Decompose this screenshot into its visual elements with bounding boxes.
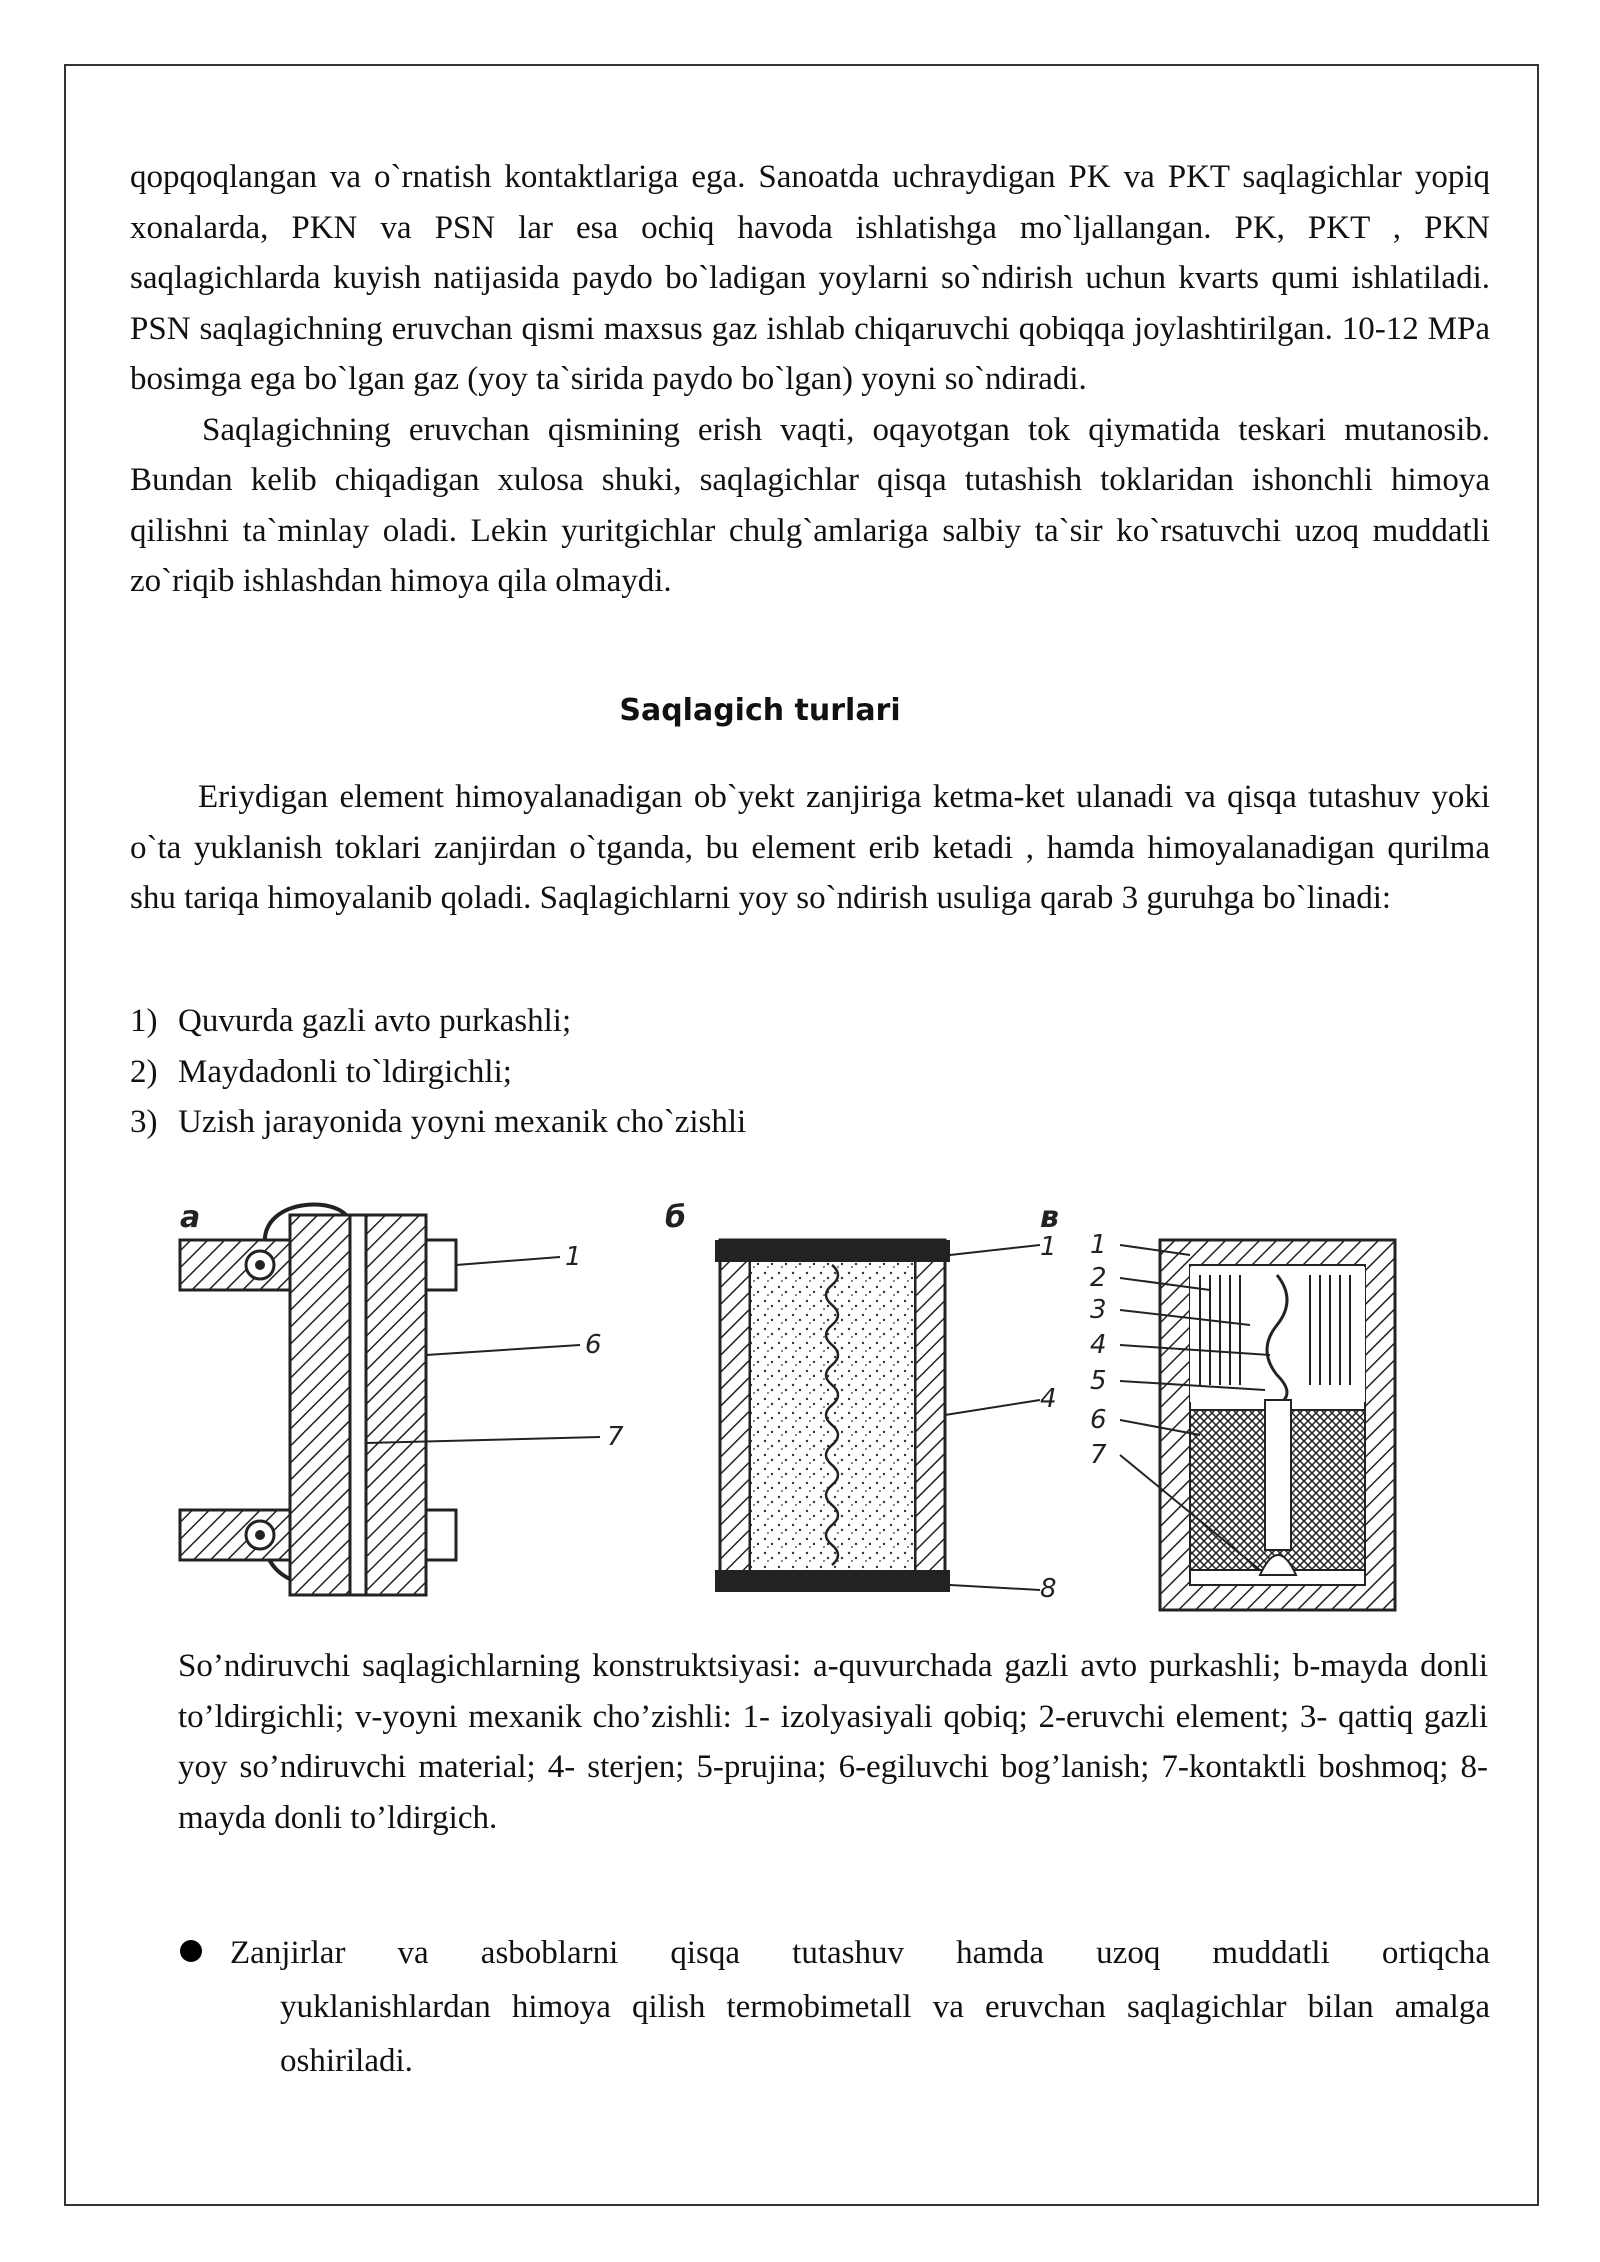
callout-c-2: 2 [1090, 1263, 1107, 1293]
bullet-item [178, 1926, 1490, 2088]
panel-label-b: б [665, 1200, 686, 1235]
callout-c-7: 7 [1090, 1440, 1107, 1470]
paragraph-1: qopqoqlangan va o`rnatish kontaktlariga ega. Sanoatda uchraydigan PK va PKT saqlagichlar yopiq xonalarda, PKN va PSN lar esa ochiq havoda ishlatishga mo`ljallangan. PK, PKT , PKN saqlagichlarda kuyish natijasida paydo bo`ladigan yoylarni so`ndirish uchun kvarts qumi ishlatiladi. PSN saqlagichning eruvchan qismi maxsus gaz ishlab chiqaruvchi qobiqqa joylashtirilgan. 10-12 MPa bosimga ega bo`lgan gaz (yoy ta`sirida paydo bo`lgan) yoyni so`ndiradi. [130, 159, 1490, 397]
paragraph-2: Saqlagichning eruvchan qismining erish vaqti, oqayotgan tok qiymatida teskari mutanosib. Bundan kelib chiqadigan xulosa shuki, saqlagichlar qisqa tutashish toklaridan ishonchli himoya qilishni ta`minlay oladi. Lekin yuritgichlar chulg`amlariga salbiy ta`sir ko`rsatuvchi uzoq muddatli zo`riqib ishlashdan himoya qila olmaydi. [130, 411, 1490, 599]
callout-c-1: 1 [1090, 1230, 1107, 1260]
callout-a-6: 6 [585, 1330, 602, 1360]
panel-label-c: в [1040, 1200, 1059, 1235]
callout-b-8: 8 [1040, 1574, 1057, 1604]
callout-b-4: 4 [1040, 1384, 1057, 1414]
list-item: 1) Quvurda gazli avto purkashli; [130, 1003, 572, 1039]
callout-c-4: 4 [1090, 1330, 1107, 1360]
numbered-list [130, 996, 746, 1148]
body-text-top [130, 152, 1490, 607]
figure-caption: So’ndiruvchi saqlagichlarning konstruktsiyasi: a-quvurchada gazli avto purkashli; b-mayda donli to’ldirgichli; v-yoyni mexanik cho’zishli: 1- izolyasiyali qobiq; 2-eruvchi element; 3- qattiq gazli yoy so’ndiruvchi material; 4- sterjen; 5-prujina; 6-egiluvchi bog’lanish; 7-kontaktli boshmoq; 8-mayda donli to’ldirgich. [178, 1648, 1488, 1836]
callout-a-7: 7 [607, 1422, 624, 1452]
callout-c-6: 6 [1090, 1405, 1107, 1435]
panel-c [1040, 1200, 1395, 1610]
panel-a [180, 1200, 624, 1595]
callout-a-1: 1 [565, 1242, 582, 1272]
section-heading: Saqlagich turlari [619, 693, 901, 728]
bullet-icon [180, 1940, 202, 1962]
list-item: 3) Uzish jarayonida yoyni mexanik cho`zishli [130, 1104, 747, 1140]
callout-c-5: 5 [1090, 1366, 1107, 1396]
fuse-construction-figure [160, 1185, 1460, 1625]
list-item: 2) Maydadonli to`ldirgichli; [130, 1053, 512, 1090]
bullet-text-line1: Zanjirlar va asboblarni qisqa tutashuv hamda uzoq muddatli ortiqcha [230, 1935, 1490, 1971]
bullet-text-rest: yuklanishlardan himoya qilish termobimetall va eruvchan saqlagichlar bilan amalga oshiriladi. [280, 1989, 1490, 2079]
panel-label-a: a [180, 1200, 201, 1235]
callout-c-3: 3 [1090, 1295, 1107, 1325]
panel-b [665, 1200, 1040, 1592]
paragraph-3: Eriydigan element himoyalanadigan ob`yekt zanjiriga ketma-ket ulanadi va qisqa tutashuv yoki o`ta yuklanish toklari zanjirdan o`tganda, bu element erib ketadi , hamda himoyalanadigan qurilma shu tariqa himoyalanib qoladi. Saqlagichlarni yoy so`ndirish usuliga qarab 3 guruhga bo`linadi: [130, 779, 1490, 916]
callout-b-1: 1 [1040, 1232, 1057, 1262]
